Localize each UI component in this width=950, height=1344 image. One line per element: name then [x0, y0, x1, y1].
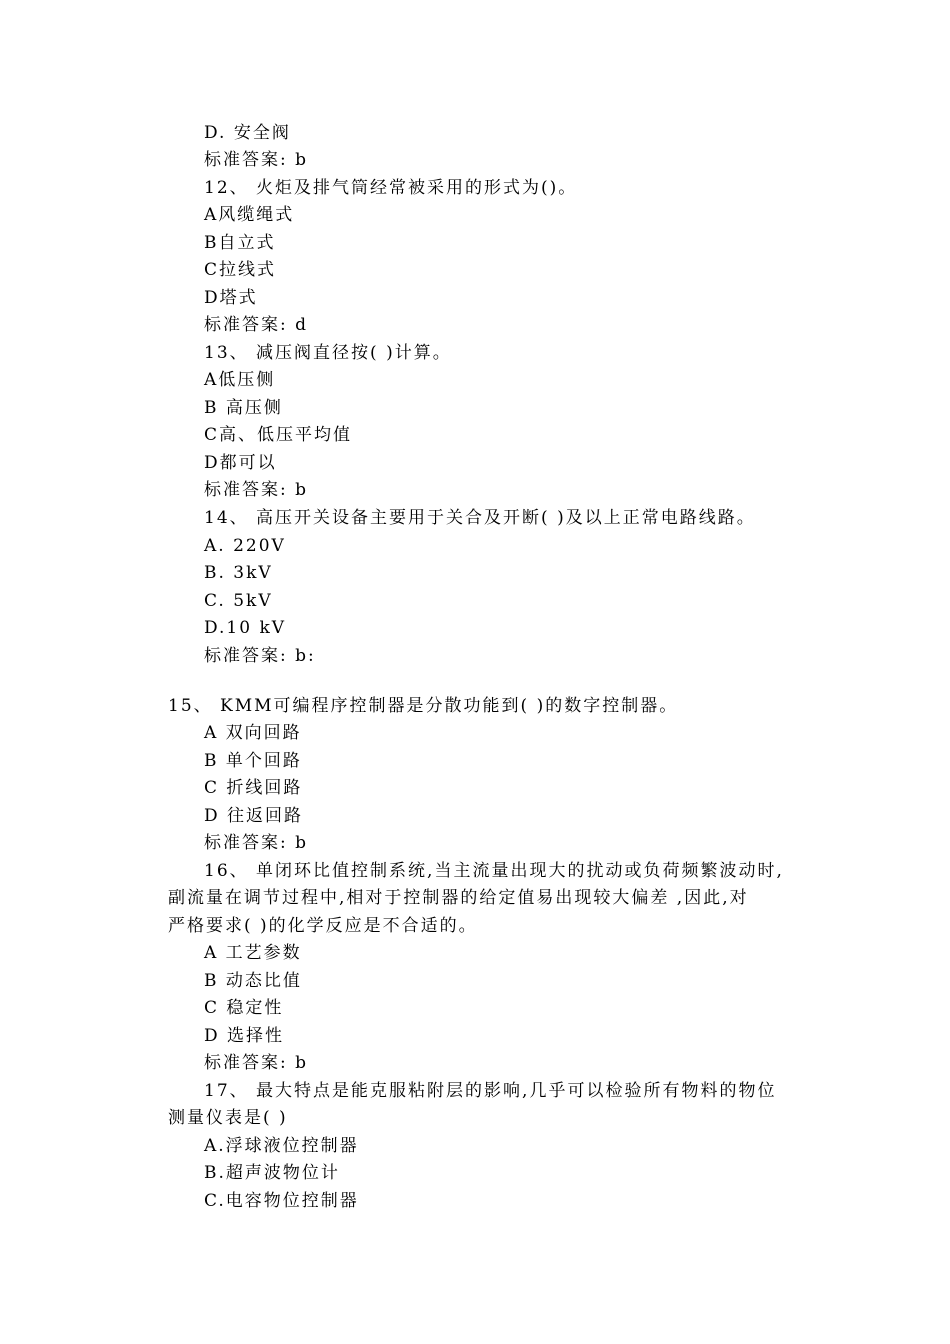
answer-q14: 标准答案: b: — [204, 646, 316, 666]
option-b-q13: B 高压侧 — [204, 398, 283, 418]
option-a-q16: A 工艺参数 — [204, 943, 302, 963]
option-a-q17: A.浮球液位控制器 — [204, 1136, 359, 1156]
option-c-q16: C 稳定性 — [204, 998, 284, 1018]
option-b-q17: B.超声波物位计 — [204, 1163, 340, 1183]
option-a-q14: A. 220V — [204, 536, 286, 556]
answer-q13: 标准答案: b — [204, 480, 309, 500]
question-13: 13、 减压阀直径按( )计算。 — [204, 343, 452, 363]
option-d-q15: D 往返回路 — [204, 806, 304, 826]
option-d-q16: D 选择性 — [204, 1026, 285, 1046]
answer-q11: 标准答案: b — [204, 150, 309, 170]
option-d-q11: D. 安全阀 — [204, 123, 291, 143]
option-d-q12: D塔式 — [204, 288, 258, 308]
answer-q16: 标准答案: b — [204, 1053, 309, 1073]
option-c-q12: C拉线式 — [204, 260, 277, 280]
question-14: 14、 高压开关设备主要用于关合及开断( )及以上正常电路线路。 — [204, 508, 756, 528]
option-a-q12: A风缆绳式 — [204, 205, 295, 225]
question-17-line-2: 测量仪表是( ) — [168, 1108, 288, 1128]
option-b-q12: B自立式 — [204, 233, 276, 253]
option-a-q13: A低压侧 — [204, 370, 276, 390]
question-16-line-3: 严格要求( )的化学反应是不合适的。 — [168, 916, 478, 936]
question-12: 12、 火炬及排气筒经常被采用的形式为()。 — [204, 178, 578, 198]
option-c-q13: C高、低压平均值 — [204, 425, 353, 445]
option-a-q15: A 双向回路 — [204, 723, 302, 743]
option-c-q14: C. 5kV — [204, 591, 273, 611]
option-c-q17: C.电容物位控制器 — [204, 1191, 359, 1211]
question-16-line-2: 副流量在调节过程中,相对于控制器的给定值易出现较大偏差 ,因此,对 — [168, 888, 749, 908]
question-17-line-1: 17、 最大特点是能克服粘附层的影响,几乎可以检验所有物料的物位 — [204, 1081, 777, 1101]
question-15: 15、 KMM可编程序控制器是分散功能到( )的数字控制器。 — [168, 696, 679, 716]
answer-q15: 标准答案: b — [204, 833, 309, 853]
option-b-q16: B 动态比值 — [204, 971, 302, 991]
option-d-q14: D.10 kV — [204, 618, 287, 638]
option-d-q13: D都可以 — [204, 453, 277, 473]
option-c-q15: C 折线回路 — [204, 778, 303, 798]
question-16-line-1: 16、 单闭环比值控制系统,当主流量出现大的扰动或负荷频繁波动时, — [204, 861, 784, 881]
option-b-q15: B 单个回路 — [204, 751, 302, 771]
option-b-q14: B. 3kV — [204, 563, 273, 583]
answer-q12: 标准答案: d — [204, 315, 309, 335]
